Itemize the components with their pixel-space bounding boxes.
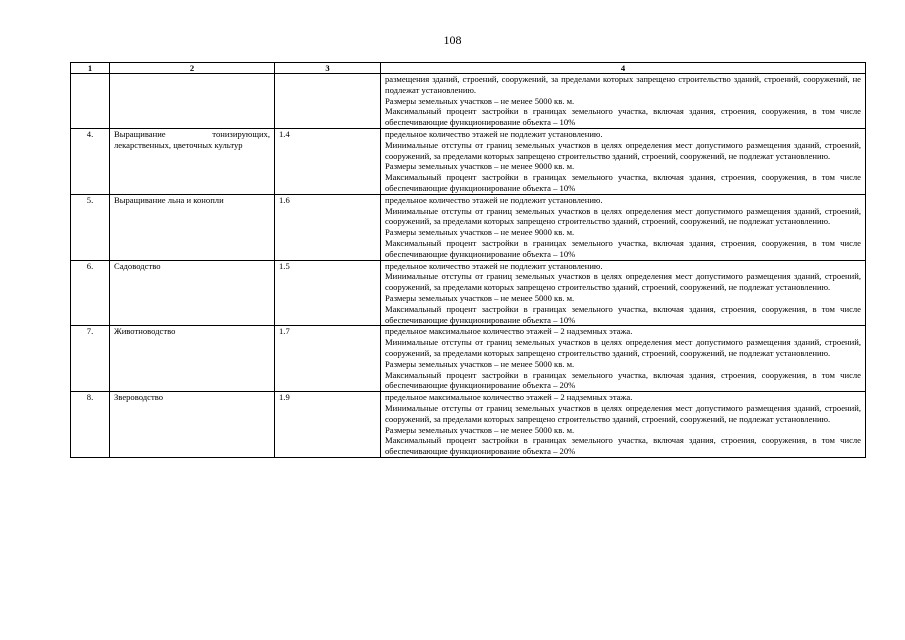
parameters-cell (381, 128, 866, 194)
table-row (71, 128, 866, 194)
parameter-line: Минимальные отступы от границ земельных участков в целях определения мест допустимого размещения зданий, строений, сооружений, за пределами которых запрещено строительство зданий, строений, сооружений, не подлежат установлению. (385, 402, 861, 424)
parameter-line: предельное количество этажей не подлежит установлению. (385, 194, 603, 205)
parameters-cell (381, 260, 866, 326)
parameter-line: Максимальный процент застройки в границах земельного участка, включая здания, строения, сооружения, в том числе обеспечивающие функционирование объекта – 10% (385, 172, 861, 193)
header-col-3: 3 (275, 63, 381, 74)
parameter-line: предельное максимальное количество этажей – 2 надземных этажа. (385, 326, 633, 337)
parameter-line: Максимальный процент застройки в границах земельного участка, включая здания, строения, сооружения, в том числе обеспечивающие функционирование объекта – 10% (385, 106, 861, 128)
parameters-cell (381, 74, 866, 129)
table-header (71, 63, 866, 74)
use-code: 1.7 (275, 326, 381, 392)
row-number: 7. (71, 326, 110, 392)
parameter-line: Минимальные отступы от границ земельных участков в целях определения мест допустимого размещения зданий, строений, сооружений, за пределами которых запрещено строительство зданий, строений, сооружений, не подлежат установлению. (385, 271, 861, 293)
use-code: 1.5 (275, 260, 381, 326)
parameter-line: Размеры земельных участков – не менее 5000 кв. м. (385, 292, 575, 303)
use-code: 1.4 (275, 128, 381, 194)
parameter-line: Минимальные отступы от границ земельных участков в целях определения мест допустимого размещения зданий, строений, сооружений, за пределами которых запрещено строительство зданий, строений, сооружений, не подлежат установлению. (385, 337, 861, 358)
header-col-1: 1 (71, 63, 110, 74)
parameter-line: Максимальный процент застройки в границах земельного участка, включая здания, строения, сооружения, в том числе обеспечивающие функционирование объекта – 10% (385, 303, 861, 325)
parameter-line: предельное количество этажей не подлежит установлению. (385, 260, 603, 271)
use-code: 1.6 (275, 194, 381, 260)
parameter-line: размещения зданий, строений, сооружений, за пределами которых запрещено строительство зданий, строений, сооружений, не подлежат установлению. (385, 74, 861, 95)
parameter-line: Максимальный процент застройки в границах земельного участка, включая здания, строения, сооружения, в том числе обеспечивающие функционирование объекта – 10% (385, 237, 861, 259)
parameters-cell (381, 392, 866, 458)
row-number: 8. (71, 392, 110, 458)
parameter-line: предельное количество этажей не подлежит установлению. (385, 128, 603, 139)
parameter-line: Максимальный процент застройки в границах земельного участка, включая здания, строения, сооружения, в том числе обеспечивающие функционирование объекта – 20% (385, 435, 861, 457)
row-number (71, 74, 110, 129)
parameter-line: Размеры земельных участков – не менее 5000 кв. м. (385, 95, 575, 106)
use-code (275, 74, 381, 129)
table-row (71, 74, 866, 129)
regulations-table (70, 62, 866, 458)
table-row (71, 326, 866, 392)
page-number: 108 (443, 33, 462, 47)
use-name: Животноводство (110, 326, 275, 392)
row-number: 4. (71, 128, 110, 194)
table-row (71, 260, 866, 326)
row-number: 5. (71, 194, 110, 260)
parameter-line: Минимальные отступы от границ земельных участков в целях определения мест допустимого размещения зданий, строений, сооружений, за пределами которых запрещено строительство зданий, строений, сооружений, не подлежат установлению. (385, 139, 861, 161)
parameter-line: Минимальные отступы от границ земельных участков в целях определения мест допустимого размещения зданий, строений, сооружений, за пределами которых запрещено строительство зданий, строений, сооружений, не подлежат установлению. (385, 205, 861, 227)
parameter-line: предельное максимальное количество этажей – 2 надземных этажа. (385, 392, 633, 403)
use-name: Выращивание тонизирующих, лекарственных, цветочных культур (110, 128, 275, 194)
parameters-cell (381, 326, 866, 392)
parameter-line: Размеры земельных участков – не менее 9000 кв. м. (385, 161, 575, 172)
parameter-line: Размеры земельных участков – не менее 9000 кв. м. (385, 227, 575, 238)
row-number: 6. (71, 260, 110, 326)
parameters-cell (381, 194, 866, 260)
use-name: Звероводство (110, 392, 275, 458)
use-name: Выращивание льна и конопли (110, 194, 275, 260)
header-col-2: 2 (110, 63, 275, 74)
use-name (110, 74, 275, 129)
parameter-line: Размеры земельных участков – не менее 5000 кв. м. (385, 424, 575, 435)
table-body (71, 74, 866, 458)
table-row (71, 392, 866, 458)
table-row (71, 194, 866, 260)
use-code: 1.9 (275, 392, 381, 458)
header-col-4: 4 (381, 63, 866, 74)
parameter-line: Максимальный процент застройки в границах земельного участка, включая здания, строения, сооружения, в том числе обеспечивающие функционирование объекта – 20% (385, 369, 861, 391)
header-row (71, 63, 866, 74)
parameter-line: Размеры земельных участков – не менее 5000 кв. м. (385, 358, 575, 369)
use-name: Садоводство (110, 260, 275, 326)
